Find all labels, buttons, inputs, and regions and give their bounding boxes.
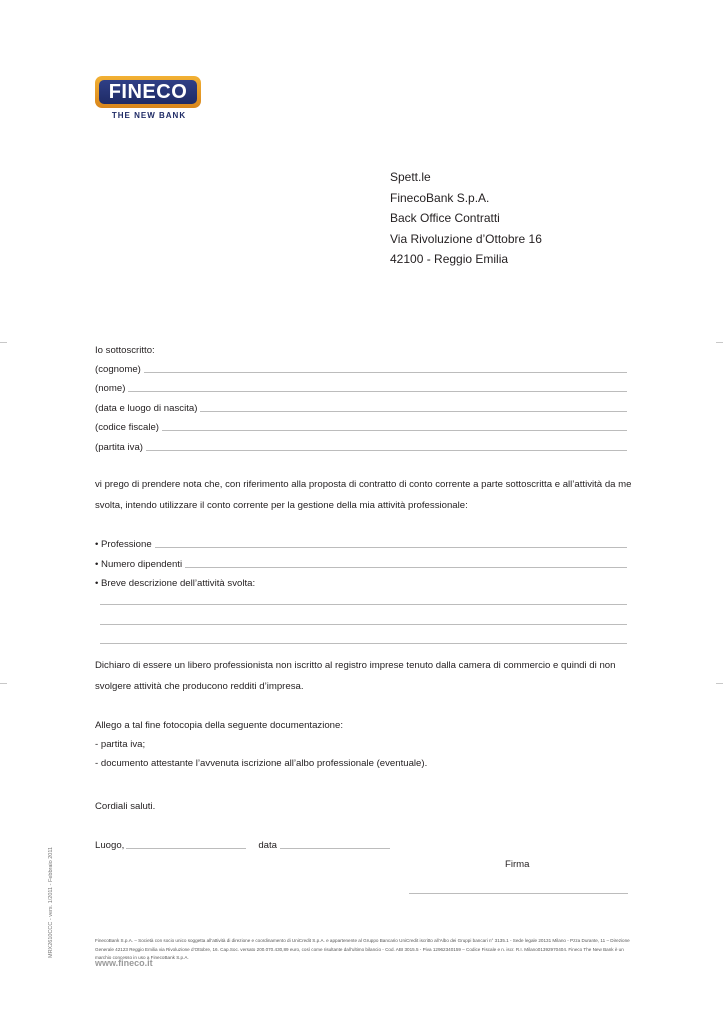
fill-line[interactable] (128, 391, 627, 392)
date-label: data (258, 840, 278, 851)
form-intro (95, 342, 627, 356)
address-line: Spett.le (390, 170, 431, 184)
description-line[interactable] (100, 604, 627, 605)
place-label: Luogo, (95, 840, 125, 851)
place-fill-line[interactable] (126, 848, 246, 849)
field-label: (data e luogo di nascita) (95, 403, 198, 414)
field-numero-dipendenti[interactable] (95, 556, 627, 570)
place-date-row (95, 840, 390, 851)
address-line: FinecoBank S.p.A. (390, 190, 490, 205)
signature-label: Firma (505, 859, 530, 870)
field-label: (codice fiscale) (95, 422, 159, 433)
declaration-paragraph: Dichiaro di essere un libero professionista non iscritto al registro imprese tenuto dalla camera di commercio e quindi di non svolgere attività che producono redditi d’impresa. (95, 660, 616, 692)
address-line: Via Rivoluzione d’Ottobre 16 (390, 231, 542, 246)
fill-line[interactable] (162, 430, 627, 431)
fold-mark-left-top (0, 342, 7, 343)
request-paragraph: vi prego di prendere nota che, con riferimento alla proposta di contratto di conto corrente a parte sottoscritta e all’attività da me svolta, intendo utilizzare il conto corrente per la gestione della mia attività professionale: (95, 479, 632, 511)
description-line[interactable] (100, 624, 627, 625)
field-label: (cognome) (95, 364, 141, 375)
logo-brand: FINECO (99, 80, 197, 104)
recipient-address (390, 167, 542, 270)
date-fill-line[interactable] (280, 848, 390, 849)
fold-mark-right-bottom (716, 683, 723, 684)
field-label: • Professione (95, 539, 152, 550)
attachments-intro: Allego a tal fine fotocopia della seguente documentazione: (95, 720, 344, 731)
field-partita-iva[interactable] (95, 439, 627, 453)
website-link[interactable]: www.fineco.it (95, 958, 153, 968)
signature-line[interactable] (409, 893, 628, 894)
fill-line[interactable] (185, 567, 627, 568)
field-professione[interactable] (95, 536, 627, 550)
legal-footer: FinecoBank S.p.A. – Società con socio unico soggetta all’attività di direzione e coordinamento di UniCredit S.p.A. e appartenente al Gruppo Bancario UniCredit iscritto all’Albo dei Gruppi bancari n° 3135.1 - Sede legale 20131 Milano - Pzza Durante, 11 – Direzione Generale 42123 Reggio Emilia via Rivoluzione d’Ottobre, 16. Cap.Soc. versato 200.070.430,89 euro, così come risultante dall’ultimo bilancio - Cod. ABI 3015.5 - Piva 12962340159 – Codice Fiscale e n. iscr. R.I. Milano01392970404. Fineco The New Bank è un marchio concesso in uso a FinecoBank S.p.A. (95, 938, 630, 960)
fill-line[interactable] (200, 411, 627, 412)
closing-salutation: Cordiali saluti. (95, 801, 156, 812)
form-intro-label: Io sottoscritto: (95, 345, 155, 356)
fold-mark-right-top (716, 342, 723, 343)
field-cognome[interactable] (95, 361, 627, 375)
fill-line[interactable] (144, 372, 627, 373)
field-label: • Numero dipendenti (95, 559, 183, 570)
fineco-logo (95, 76, 203, 120)
form-code: MRX2610CCC - vers. 1/2011 - Febbraio 2011 (48, 846, 54, 958)
field-nome[interactable] (95, 380, 627, 394)
address-line: Back Office Contratti (390, 211, 500, 225)
attachment-item: - documento attestante l’avvenuta iscrizione all’albo professionale (eventuale). (95, 758, 428, 769)
fill-line[interactable] (146, 450, 627, 451)
field-label: (partita iva) (95, 442, 143, 453)
field-data-luogo-nascita[interactable] (95, 400, 627, 414)
field-label: • Breve descrizione dell’attività svolta: (95, 578, 256, 589)
fold-mark-left-bottom (0, 683, 7, 684)
address-line: 42100 - Reggio Emilia (390, 252, 509, 266)
logo-tagline: THE NEW BANK (111, 111, 187, 120)
attachment-item: - partita iva; (95, 739, 146, 750)
field-codice-fiscale[interactable] (95, 419, 627, 433)
field-label: (nome) (95, 383, 126, 394)
logo-badge (95, 76, 201, 108)
fill-line[interactable] (155, 547, 627, 548)
field-descrizione-attivita (95, 575, 627, 589)
description-line[interactable] (100, 643, 627, 644)
